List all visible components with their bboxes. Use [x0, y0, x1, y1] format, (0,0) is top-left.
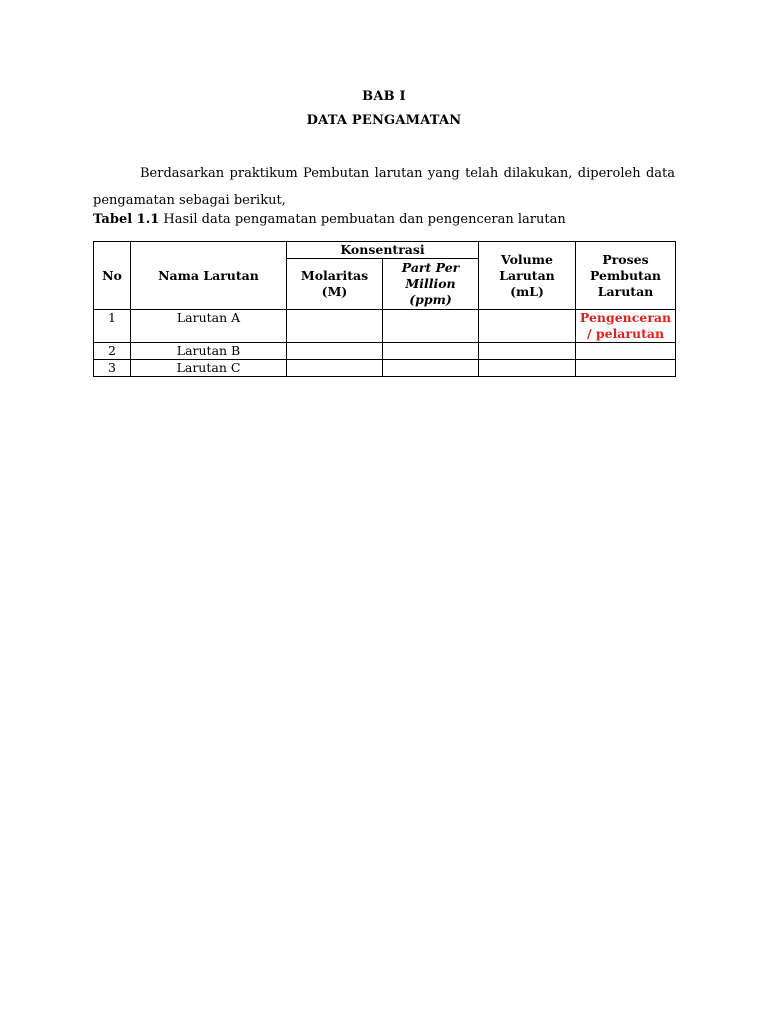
cell-process — [576, 360, 676, 377]
header-molarity: Molaritas (M) — [287, 259, 383, 310]
cell-volume — [479, 360, 576, 377]
table-row — [94, 343, 676, 360]
header-process: Proses Pembutan Larutan — [576, 242, 676, 310]
table-row — [94, 310, 676, 343]
header-name: Nama Larutan — [131, 242, 287, 310]
cell-no: 3 — [94, 360, 131, 377]
intro-paragraph: Berdasarkan praktikum Pembutan larutan yang telah dilakukan, diperoleh data pengamatan sebagai berikut, — [93, 166, 675, 208]
cell-name: Larutan C — [131, 360, 287, 377]
cell-no: 2 — [94, 343, 131, 360]
table-caption-label: Tabel 1.1 — [93, 212, 160, 227]
cell-volume — [479, 343, 576, 360]
cell-name: Larutan A — [131, 310, 287, 343]
cell-process: Pengenceran / pelarutan — [576, 310, 676, 343]
cell-ppm — [383, 310, 479, 343]
cell-volume — [479, 310, 576, 343]
table-caption — [93, 212, 566, 227]
cell-molarity — [287, 360, 383, 377]
table-row — [94, 360, 676, 377]
header-volume: Volume Larutan (mL) — [479, 242, 576, 310]
table-caption-text: Hasil data pengamatan pembuatan dan pengenceran larutan — [159, 212, 566, 227]
chapter-number: BAB I — [362, 89, 406, 104]
observation-table — [93, 241, 676, 377]
cell-molarity — [287, 343, 383, 360]
cell-name: Larutan B — [131, 343, 287, 360]
header-row-1 — [94, 242, 676, 259]
cell-ppm — [383, 343, 479, 360]
cell-no: 1 — [94, 310, 131, 343]
cell-process — [576, 343, 676, 360]
header-no: No — [94, 242, 131, 310]
chapter-title: DATA PENGAMATAN — [306, 113, 462, 128]
cell-ppm — [383, 360, 479, 377]
header-concentration: Konsentrasi — [287, 242, 479, 259]
header-ppm: Part Per Million (ppm) — [383, 259, 479, 310]
cell-molarity — [287, 310, 383, 343]
